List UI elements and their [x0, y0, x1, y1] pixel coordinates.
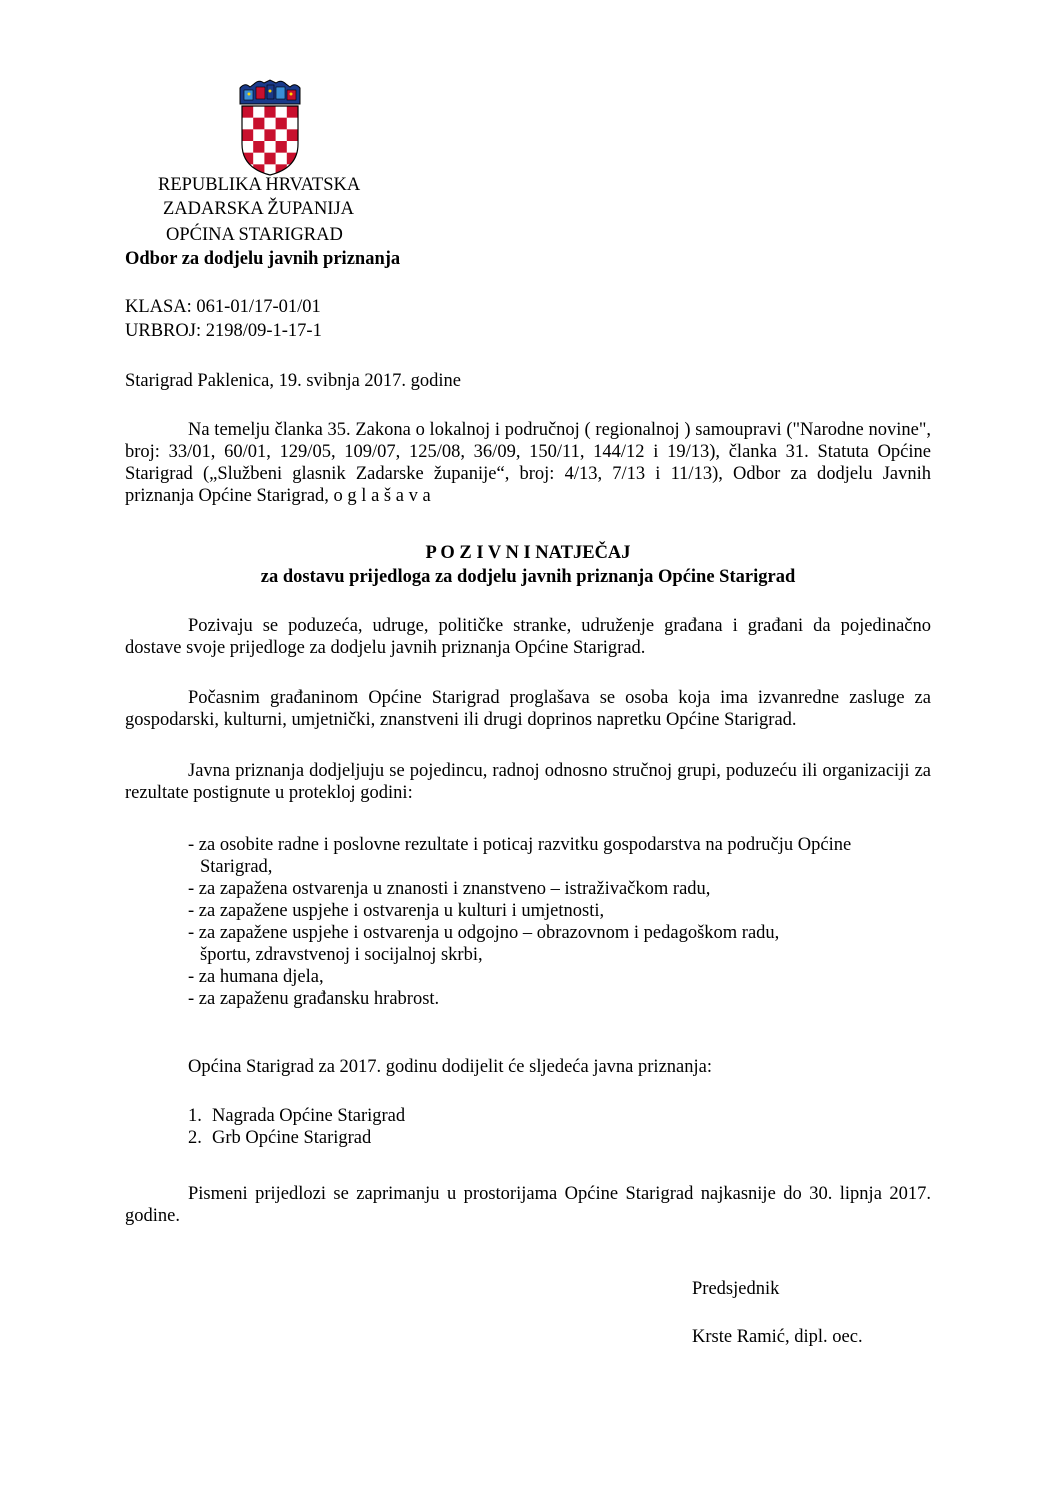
header-committee: Odbor za dodjelu javnih priznanja: [125, 249, 401, 269]
signature-name: Krste Ramić, dipl. oec.: [692, 1327, 863, 1347]
award-number: 1.: [188, 1106, 202, 1126]
urbroj-ref: URBROJ: 2198/09-1-17-1: [125, 321, 322, 341]
checker-square: [264, 129, 275, 141]
paragraph-honorary-citizen: Počasnim građaninom Općine Starigrad proglašava se osoba koja ima izvanredne zasluge za gospodarski, kulturni, umjetnički, znanstveni ili drugi doprinos napretku Općine Starigrad.: [125, 688, 931, 730]
criteria-list: [188, 834, 851, 1010]
place-date: Starigrad Paklenica, 19. svibnja 2017. godine: [125, 371, 462, 391]
coat-of-arms-emblem: [236, 78, 304, 176]
intro-paragraph: Na temelju članka 35. Zakona o lokalnoj i područnoj ( regionalnoj ) samoupravi ("Narodne novine", broj: 33/01, 60/01, 129/05, 109/07, 125/08, 36/09, 150/11, 144/12 i 19/13), članka 31. Statuta Općine Starigrad („Službeni glasnik Zadarske županije“, broj: 4/13, 7/13 i 11/13), Odbor za dodjelu Javnih priznanja Općine Starigrad, o g l a š a v a: [125, 420, 931, 506]
checker-square: [242, 129, 253, 141]
header-county: ZADARSKA ŽUPANIJA: [163, 199, 355, 219]
list-item: Starigrad,: [200, 857, 273, 877]
checker-square: [276, 141, 287, 153]
header-municipality: OPĆINA STARIGRAD: [166, 225, 343, 245]
awards-list: [188, 1105, 405, 1149]
award-label: Nagrada Općine Starigrad: [212, 1106, 406, 1126]
list-item: - za zapažene uspjehe i ostvarenja u odgojno – obrazovnom i pedagoškom radu,: [188, 923, 780, 943]
checker-square: [276, 118, 287, 130]
paragraph-public-awards: Javna priznanja dodjeljuju se pojedincu, radnoj odnosno stručnoj grupi, poduzeću ili organizaciji za rezultate postignute u proteklој godini:: [125, 761, 931, 803]
header-country: REPUBLIKA HRVATSKA: [158, 175, 361, 195]
paragraph-submission-deadline: Pismeni prijedlozi se zaprimanju u prostorijama Općine Starigrad najkasnije do 30. lipnja 2017. godine.: [125, 1184, 931, 1226]
checker-square: [264, 106, 275, 118]
document-title: P O Z I V N I NATJEČAJ: [425, 543, 631, 563]
paragraph-invitation: Pozivaju se poduzeća, udruge, političke stranke, udruženje građana i građani da pojedinačno dostave svoje prijedloge za dodjelu javnih priznanja Općine Starigrad.: [125, 616, 931, 658]
list-item: športu, zdravstvenoj i socijalnoj skrbi,: [200, 945, 483, 965]
list-item: - za humana djela,: [188, 967, 324, 987]
checker-square: [287, 106, 298, 118]
award-number: 2.: [188, 1128, 202, 1148]
document-subtitle: za dostavu prijedloga za dodjelu javnih priznanja Općine Starigrad: [260, 567, 796, 587]
checker-square: [253, 141, 264, 153]
list-item: - za osobite radne i poslovne rezultate i poticaj razvitku gospodarstva na području Općine: [188, 835, 852, 855]
checker-square: [264, 153, 275, 165]
klasa-ref: KLASA: 061-01/17-01/01: [125, 297, 321, 317]
checker-square: [287, 129, 298, 141]
list-item: [188, 1105, 405, 1127]
list-item: [188, 1127, 405, 1149]
award-label: Grb Općine Starigrad: [212, 1128, 372, 1148]
checker-square: [253, 118, 264, 130]
list-item: - za zapaženu građansku hrabrost.: [188, 989, 440, 1009]
list-item: - za zapažena ostvarenja u znanosti i znanstveno – istraživačkom radu,: [188, 879, 711, 899]
crown: [240, 80, 300, 104]
checker-square: [242, 106, 253, 118]
list-item: - za zapažene uspjehe i ostvarenja u kulturi i umjetnosti,: [188, 901, 605, 921]
paragraph-awards-intro: Općina Starigrad za 2017. godinu dodijelit će sljedeća javna priznanja:: [188, 1057, 712, 1077]
signature-role: Predsjednik: [692, 1279, 780, 1299]
